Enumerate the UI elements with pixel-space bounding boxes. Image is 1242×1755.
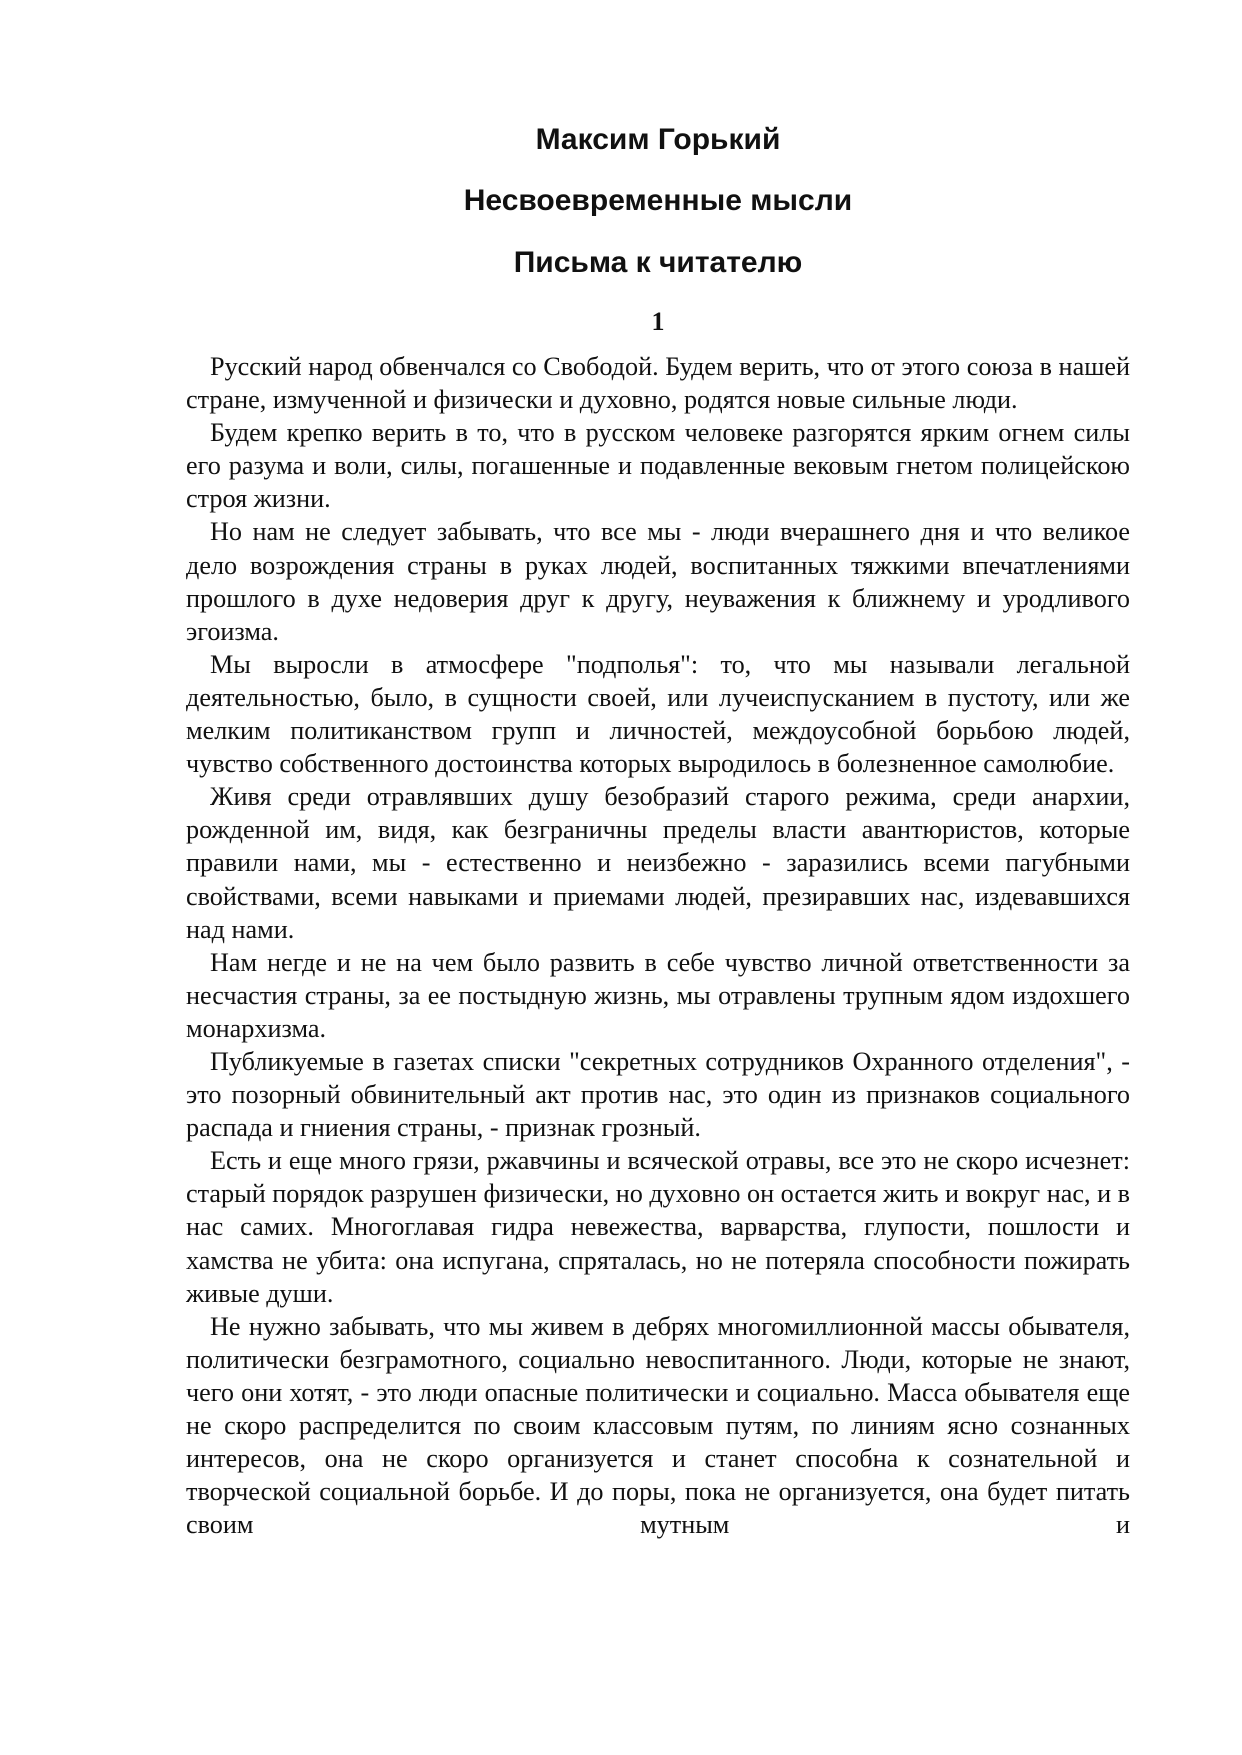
paragraph: Мы выросли в атмосфере "подполья": то, что мы называли легальной деятельностью, было, в сущности своей, или лучеиспусканием в пустоту, или же мелким политиканством групп и личностей, междоусобной борьбою людей, чувство собственного достоинства которых выродилось в болезненное самолюбие. [186, 649, 1130, 779]
paragraph: Не нужно забывать, что мы живем в дебрях многомиллионной массы обывателя, политически безграмотного, социально невоспитанного. Люди, которые не знают, чего они хотят, - это люди опасные политически и социально. Масса обывателя еще не скоро распределится по своим классовым путям, по линиям ясно сознанных интересов, она не скоро организуется и станет способна к сознательной и творческой социальной борьбе. И до поры, пока не организуется, она будет питать своим мутным и [186, 1311, 1130, 1540]
paragraph: Есть и еще много грязи, ржавчины и всяческой отравы, все это не скоро исчезнет: старый порядок разрушен физически, но духовно он остается жить и вокруг нас, и в нас самих. Многоглавая гидра невежества, варварства, глупости, пошлости и хамства не убита: она испугана, спряталась, но не потеряла способности пожирать живые души. [186, 1146, 1131, 1308]
paragraph: Будем крепко верить в то, что в русском человеке разгорятся ярким огнем силы его разума и воли, силы, погашенные и подавленные вековым гнетом полицейскою строя жизни. [186, 418, 1130, 514]
body-text [186, 350, 1130, 1541]
paragraph: Публикуемые в газетах списки "секретных сотрудников Охранного отделения", - это позорный обвинительный акт против нас, это один из признаков социального распада и гниения страны, - признак грозный. [186, 1046, 1130, 1143]
paragraph: Русский народ обвенчался со Свободой. Будем верить, что от этого союза в нашей стране, измученной и физически и духовно, родятся новые сильные люди. [186, 352, 1130, 415]
book-subtitle: Письма к читателю [513, 246, 803, 279]
paragraph: Нам негде и не на чем было развить в себе чувство личной ответственности за несчастия страны, за ее постыдную жизнь, мы отравлены трупным ядом издохшего монархизма. [186, 947, 1130, 1043]
paragraph: Но нам не следует забывать, что все мы - люди вчерашнего дня и что великое дело возрождения страны в руках людей, воспитанных тяжкими впечатлениями прошлого в духе недоверия друг к другу, неуважения к ближнему и уродливого эгоизма. [186, 517, 1130, 646]
book-title: Несвоевременные мысли [463, 184, 853, 217]
paragraph: Живя среди отравлявших душу безобразий старого режима, среди анархии, рожденной им, видя, как безграничны пределы власти авантюристов, которые правили нами, мы - естественно и неизбежно - заразились всеми пагубными свойствами, всеми навыками и приемами людей, презиравших нас, издевавшихся над нами. [186, 782, 1130, 944]
author-heading: Максим Горький [535, 123, 781, 156]
section-number: 1 [651, 307, 665, 336]
